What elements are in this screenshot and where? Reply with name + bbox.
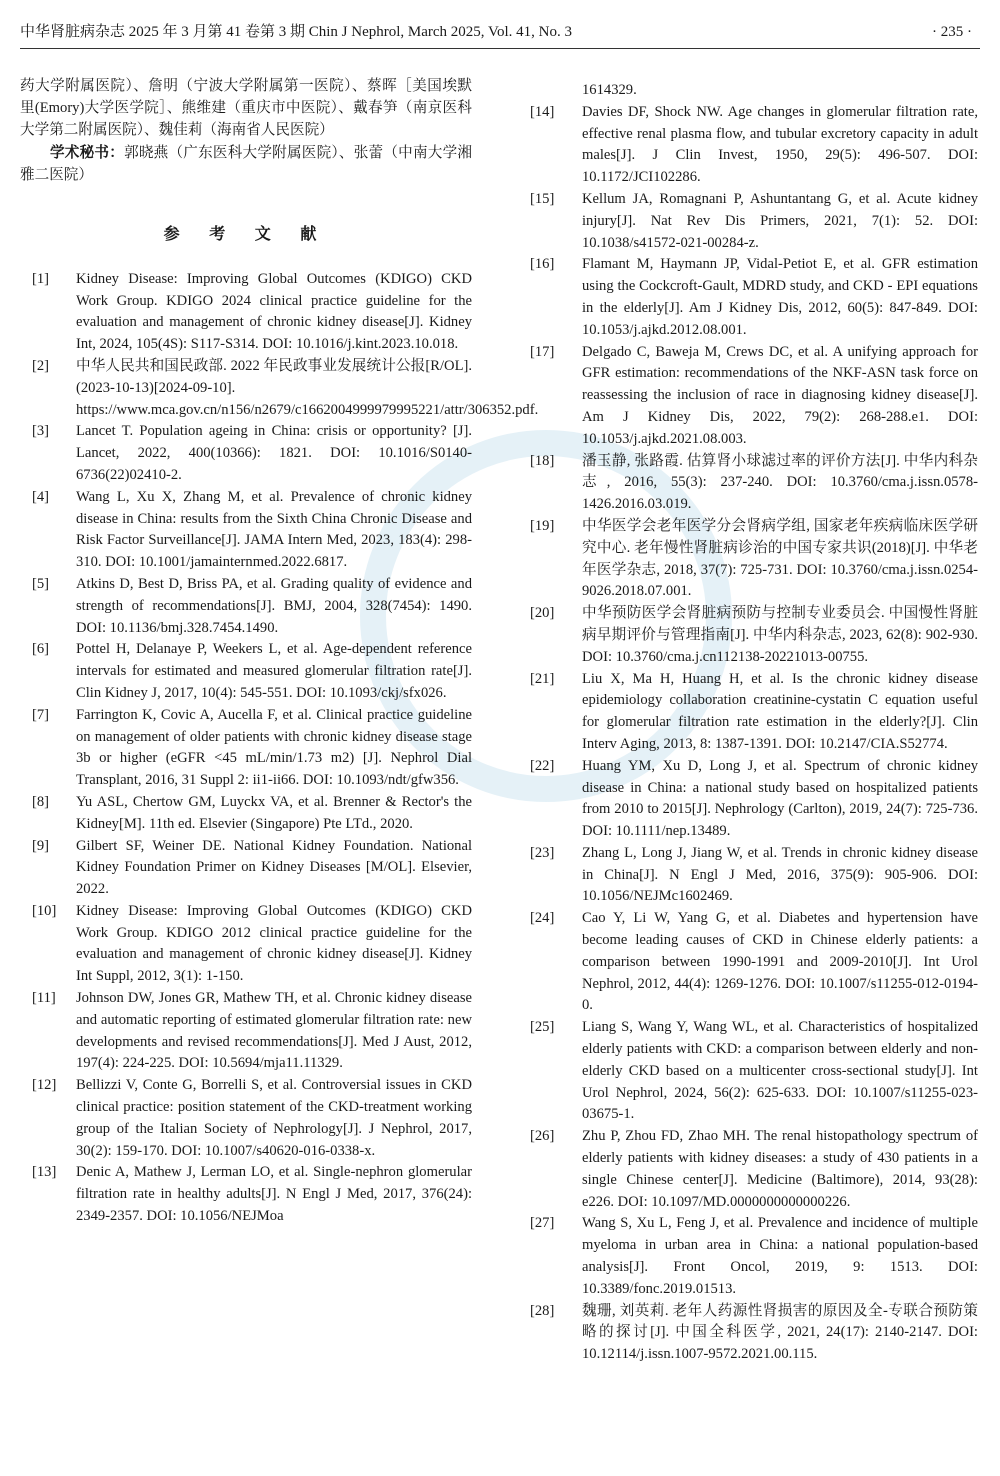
reference-number: [8] <box>32 793 50 810</box>
left-column <box>20 76 539 1228</box>
reference-text: Flamant M, Haymann JP, Vidal-Petiot E, et al. GFR estimation using the Cockcroft-Gault, MDRD study, and CKD - EPI equations in the elderly[J]. Am J Kidney Dis, 2012, 60(5): 847-849. DOI: 10.1053/j.ajkd.2012.08.001. <box>582 256 978 338</box>
reference-item <box>530 342 978 451</box>
reference-text: Kidney Disease: Improving Global Outcomes (KDIGO) CKD Work Group. KDIGO 2012 clinical practice guideline for the evaluation and management of chronic kidney disease[J]. Kidney Int Suppl, 2012, 3(1): 1-150. <box>76 902 472 985</box>
reference-number: [20] <box>530 605 555 622</box>
expert-list: 药大学附属医院）、詹明（宁波大学附属第一医院）、蔡晖［美国埃默里(Emory)大学医学院］、熊维建（重庆市中医院）、戴春笋（南京医科大学第二附属医院）、魏佳莉（海南省人民医院） <box>20 78 472 138</box>
reference-number: [10] <box>32 902 57 919</box>
reference-text: 1614329. <box>582 82 637 98</box>
reference-number: [6] <box>32 641 50 658</box>
reference-text: Davies DF, Shock NW. Age changes in glomerular filtration rate, effective renal plasma flow, and tubular excretory capacity in adult males[J]. J Clin Invest, 1950, 29(5): 496-507. DOI: 10.1172/JCI102286. <box>582 103 978 186</box>
reference-text: Bellizzi V, Conte G, Borrelli S, et al. Controversial issues in CKD clinical practice: position statement of the CKD-treatment working group of the Italian Society of Nephrology[J]. J Nephrol, 2017, 30(2): 159-170. DOI: 10.1007/s40620-016-0338-x. <box>76 1077 472 1159</box>
reference-item <box>530 189 978 254</box>
reference-list-right <box>530 102 978 1366</box>
reference-item <box>20 836 472 901</box>
reference-continuation <box>530 80 978 102</box>
reference-number: [25] <box>530 1019 555 1036</box>
reference-number: [15] <box>530 190 555 207</box>
reference-item <box>20 487 472 574</box>
reference-list-left <box>20 269 539 1228</box>
reference-text: Kellum JA, Romagnani P, Ashuntantang G, et al. Acute kidney injury[J]. Nat Rev Dis Primers, 2021, 7(1): 52. DOI: 10.1038/s41572-021-00284-z. <box>582 190 978 251</box>
reference-number: [19] <box>530 517 555 534</box>
reference-item <box>530 102 978 189</box>
references-heading: 参 考 文 献 <box>163 223 329 243</box>
reference-item <box>530 1017 978 1126</box>
reference-text: Zhang L, Long J, Jiang W, et al. Trends in chronic kidney disease in China[J]. N Engl J Med, 2016, 375(9): 905-906. DOI: 10.1056/NEJMc1602469. <box>582 844 978 905</box>
page-number: · 235 · <box>932 24 972 40</box>
reference-text: Denic A, Mathew J, Lerman LO, et al. Single-nephron glomerular filtration rate in healthy adults[J]. N Engl J Med, 2017, 376(24): 2349-2357. DOI: 10.1056/NEJMoa <box>76 1164 472 1225</box>
reference-item <box>530 1213 978 1300</box>
reference-text: Kidney Disease: Improving Global Outcomes (KDIGO) CKD Work Group. KDIGO 2024 clinical practice guideline for the evaluation and management of chronic kidney disease[J]. Kidney Int, 2024, 105(4S): S117-S314. DOI: 10.1016/j.kint.2023.10.018. <box>76 270 472 353</box>
reference-item <box>20 705 472 792</box>
reference-item <box>20 1162 472 1227</box>
reference-item <box>20 574 472 639</box>
reference-item <box>20 269 472 356</box>
reference-text: Liu X, Ma H, Huang H, et al. Is the chronic kidney disease epidemiology collaboration creatinine-cystatin C equation useful for glomerular filtration rate estimation in the elderly?[J]. Clin Interv Aging, 2013, 8: 1387-1391. DOI: 10.2147/CIA.S52774. <box>582 670 978 752</box>
reference-number: [13] <box>32 1164 57 1181</box>
reference-number: [9] <box>32 837 50 854</box>
reference-number: [2] <box>32 357 50 374</box>
reference-number: [12] <box>32 1077 57 1094</box>
reference-text: Cao Y, Li W, Yang G, et al. Diabetes and hypertension have become leading causes of CKD in Chinese elderly patients: a comparison between 1990-1991 and 2009-2010[J]. Int Urol Nephrol, 2012, 44(4): 1269-1276. DOI: 10.1007/s11255-012-0194-0. <box>582 910 978 1014</box>
academic-secretary <box>20 143 472 187</box>
reference-number: [23] <box>530 844 555 861</box>
reference-text: Huang YM, Xu D, Long J, et al. Spectrum of chronic kidney disease in China: a national study based on hospitalized patients from 2010 to 2015[J]. Nephrology (Carlton), 2019, 24(7): 725-736. DOI: 10.1111/nep.13489. <box>582 757 978 840</box>
secretary-names: 郭晓燕（广东医科大学附属医院）、张蕾（中南大学湘雅二医院） <box>20 145 472 184</box>
reference-text: Pottel H, Delanaye P, Weekers L, et al. Age-dependent reference intervals for estimated and measured glomerular filtration rate[J]. Clin Kidney J, 2017, 10(4): 545-551. DOI: 10.1093/ckj/sfx026. <box>76 641 472 701</box>
reference-item <box>530 1126 978 1213</box>
reference-number: [27] <box>530 1215 555 1232</box>
reference-text: Johnson DW, Jones GR, Mathew TH, et al. Chronic kidney disease and automatic reporting of estimated glomerular filtration rate: new developments and revised recommendations[J]. Med J Aust, 2012, 197(4): 224-225. DOI: 10.5694/mja11.11329. <box>76 990 472 1072</box>
journal-info: 中华肾脏病杂志 2025 年 3 月第 41 卷第 3 期 Chin J Nephrol, March 2025, Vol. 41, No. 3 <box>20 24 572 40</box>
reference-number: [11] <box>32 990 56 1007</box>
reference-number: [26] <box>530 1128 555 1145</box>
reference-number: [22] <box>530 757 555 774</box>
reference-text: Zhu P, Zhou FD, Zhao MH. The renal histopathology spectrum of elderly patients with kidney diseases: a study of 430 patients in a single Chinese center[J]. Medicine (Baltimore), 2014, 93(28): e226. DOI: 10.1097/MD.0000000000000226. <box>582 1128 978 1210</box>
reference-item <box>530 254 978 341</box>
reference-item <box>530 451 978 516</box>
reference-number: [4] <box>32 488 50 505</box>
reference-text: Atkins D, Best D, Briss PA, et al. Grading quality of evidence and strength of recommendations[J]. BMJ, 2004, 328(7454): 1490. DOI: 10.1136/bmj.328.7454.1490. <box>76 575 472 636</box>
reference-text: Delgado C, Baweja M, Crews DC, et al. A unifying approach for GFR estimation: recommendations of the NKF-ASN task force on reassessing the inclusion of race in diagnosing kidney disease[J]. Am J Kidney Dis, 2022, 79(2): 268-288.e1. DOI: 10.1053/j.ajkd.2021.08.003. <box>582 343 978 447</box>
reference-text: 魏珊, 刘英莉. 老年人药源性肾损害的原因及全-专联合预防策略的探讨[J]. 中国全科医学, 2021, 24(17): 2140-2147. DOI: 10.12114/j.issn.1007-9572.2021.00.115. <box>582 1302 978 1363</box>
secretary-label: 学术秘书： <box>50 145 125 162</box>
reference-number: [17] <box>530 343 555 360</box>
reference-item <box>20 639 472 704</box>
reference-item <box>530 908 978 1017</box>
reference-item <box>20 1075 472 1162</box>
reference-item <box>530 756 978 843</box>
reference-item <box>530 843 978 908</box>
reference-text: Gilbert SF, Weiner DE. National Kidney Foundation. National Kidney Foundation Primer on Kidney Diseases [M/OL]. Elsevier, 2022. <box>76 837 472 898</box>
reference-text: Lancet T. Population ageing in China: crisis or opportunity? [J]. Lancet, 2022, 400(10366): 1821. DOI: 10.1016/S0140-6736(22)02410-2. <box>76 423 472 483</box>
reference-item <box>20 901 472 988</box>
reference-text: Yu ASL, Chertow GM, Luyckx VA, et al. Brenner & Rector's the Kidney[M]. 11th ed. Elsevier (Singapore) Pte LTd., 2020. <box>76 793 472 832</box>
reference-item <box>20 988 472 1075</box>
reference-number: [21] <box>530 670 555 687</box>
reference-number: [16] <box>530 256 555 273</box>
reference-number: [5] <box>32 575 50 592</box>
reference-item <box>530 1301 978 1366</box>
reference-item <box>20 356 539 421</box>
right-column <box>530 80 978 1366</box>
reference-number: [18] <box>530 452 555 469</box>
reference-text: 中华医学会老年医学分会肾病学组, 国家老年疾病临床医学研究中心. 老年慢性肾脏病诊治的中国专家共识(2018)[J]. 中华老年医学杂志, 2018, 37(7): 725-731. DOI: 10.3760/cma.j.issn.0254-9026.2018.07.001. <box>582 517 978 600</box>
running-header <box>20 18 980 49</box>
reference-text: 中华人民共和国民政部. 2022 年民政事业发展统计公报[R/OL].(2023-10-13)[2024-09-10]. https://www.mca.gov.cn/n156/n2679/c1662004999979995221/attr/306352.pdf. <box>76 357 539 418</box>
reference-text: 中华预防医学会肾脏病预防与控制专业委员会. 中国慢性肾脏病早期评价与管理指南[J]. 中华内科杂志, 2023, 62(8): 902-930. DOI: 10.3760/cma.j.cn112138-20221013-00755. <box>582 605 978 665</box>
reference-number: [7] <box>32 706 50 723</box>
reference-item <box>530 516 978 603</box>
reference-number: [1] <box>32 270 50 287</box>
reference-number: [3] <box>32 423 50 440</box>
reference-text: Liang S, Wang Y, Wang WL, et al. Characteristics of hospitalized elderly patients with CKD: a comparison between elderly and non-elderly CKD based on a multicenter cross-sectional study[J]. Int Urol Nephrol, 2024, 56(2): 625-633. DOI: 10.1007/s11255-023-03675-1. <box>582 1019 978 1123</box>
reference-item <box>530 669 978 756</box>
reference-number: [24] <box>530 910 555 927</box>
reference-number: [28] <box>530 1302 555 1319</box>
reference-item <box>530 603 978 668</box>
reference-text: Wang S, Xu L, Feng J, et al. Prevalence and incidence of multiple myeloma in urban area in China: a national population-based analysis[J]. Front Oncol, 2019, 9: 1513. DOI: 10.3389/fonc.2019.01513. <box>582 1215 978 1297</box>
reference-item <box>20 792 472 836</box>
reference-item <box>20 421 472 486</box>
reference-text: 潘玉静, 张路霞. 估算肾小球滤过率的评价方法[J]. 中华内科杂志, 2016, 55(3): 237-240. DOI: 10.3760/cma.j.issn.0578-1426.2016.03.019. <box>582 452 978 513</box>
reference-number: [14] <box>530 103 555 120</box>
reference-text: Farrington K, Covic A, Aucella F, et al. Clinical practice guideline on management of older patients with chronic kidney disease stage 3b or higher (eGFR <45 mL/min/1.73 m2) [J]. Nephrol Dial Transplant, 2016, 31 Suppl 2: ii1-ii66. DOI: 10.1093/ndt/gfw356. <box>76 706 472 789</box>
reference-text: Wang L, Xu X, Zhang M, et al. Prevalence of chronic kidney disease in China: results from the Sixth China Chronic Disease and Risk Factor Surveillance[J]. JAMA Intern Med, 2023, 183(4): 298-310. DOI: 10.1001/jamainternmed.2022.6817. <box>76 488 472 571</box>
